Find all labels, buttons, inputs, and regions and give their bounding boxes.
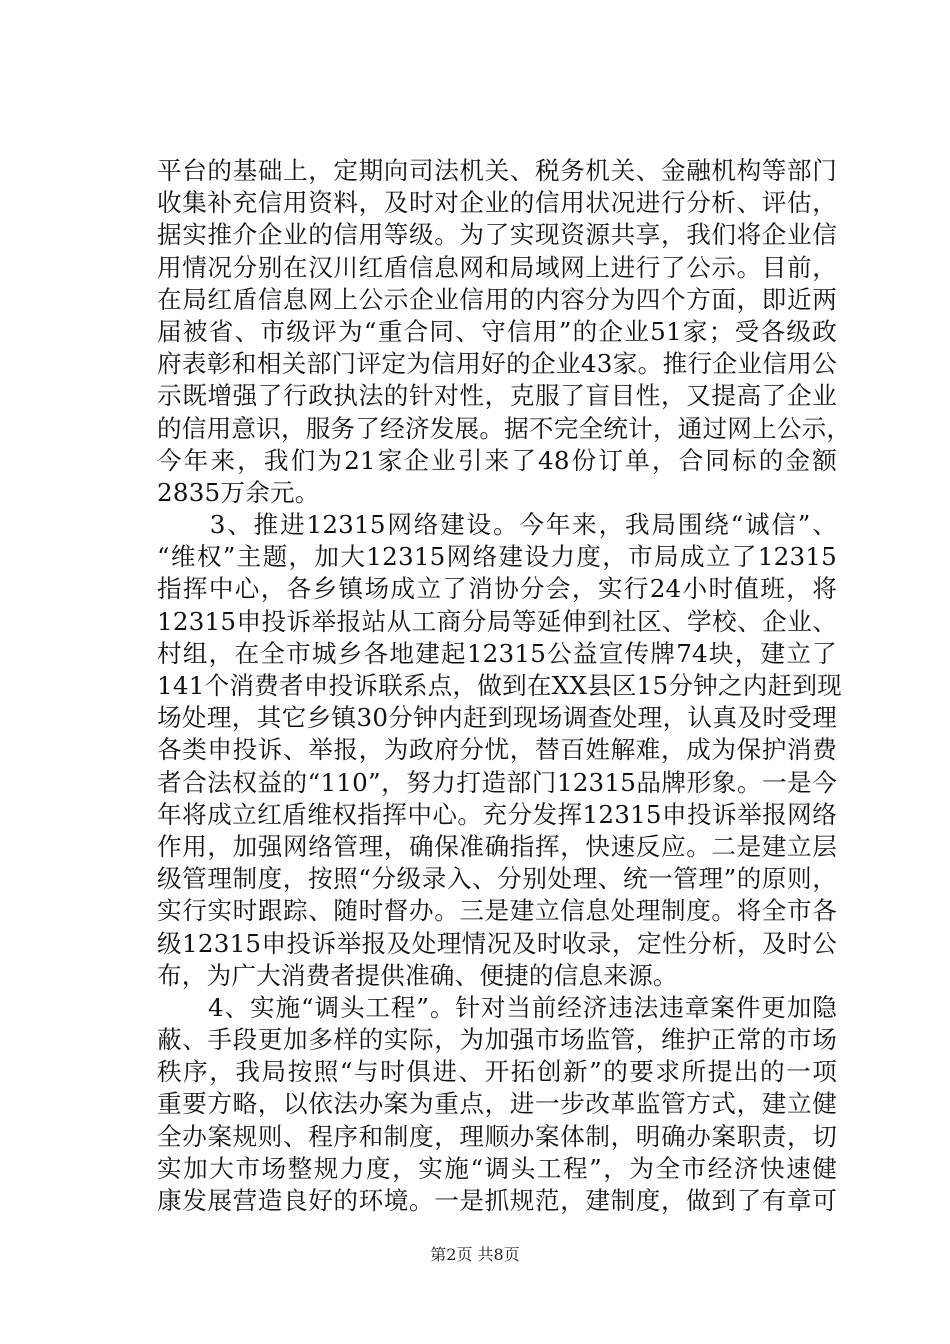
text-line: 4、实施“调头工程”。针对当前经济违法违章案件更加隐 [157, 992, 837, 1022]
text-line: 布，为广大消费者提供准确、便捷的信息来源。 [157, 960, 678, 990]
text-line: 村组，在全市城乡各地建起12315公益宣传牌74块，建立了 [157, 638, 837, 668]
text-line: 全办案规则、程序和制度，理顺办案体制，明确办案职责，切 [157, 1121, 837, 1151]
text-line: 各类申投诉、举报，为政府分忧，替百姓解难，成为保护消费 [157, 735, 837, 765]
text-line: 者合法权益的“110”，努力打造部门12315品牌形象。一是今 [157, 767, 837, 797]
text-line: 年将成立红盾维权指挥中心。充分发挥12315申投诉举报网络 [157, 799, 837, 829]
text-line: 场处理，其它乡镇30分钟内赶到现场调查处理，认真及时受理 [157, 703, 837, 733]
text-line: 指挥中心，各乡镇场成立了消协分会，实行24小时值班，将 [157, 574, 837, 604]
text-line: 12315申投诉举报站从工商分局等延伸到社区、学校、企业、 [157, 606, 837, 636]
text-line: 3、推进12315网络建设。今年来，我局围绕“诚信”、 [157, 510, 837, 540]
text-line: 收集补充信用资料，及时对企业的信用状况进行分析、评估， [157, 188, 837, 218]
text-line: 今年来，我们为21家企业引来了48份订单，合同标的金额 [157, 445, 837, 475]
text-line: 秩序，我局按照“与时俱进、开拓创新”的要求所提出的一项 [157, 1057, 837, 1087]
text-line: 平台的基础上，定期向司法机关、税务机关、金融机构等部门 [157, 156, 837, 185]
text-line: 2835万余元。 [157, 477, 320, 507]
text-line: 实加大市场整规力度，实施“调头工程”，为全市经济快速健 [157, 1153, 837, 1183]
page-footer: 第2页 共8页 [430, 1245, 520, 1264]
text-line: 级管理制度，按照“分级录入、分别处理、统一管理”的原则， [157, 864, 837, 894]
text-line: 重要方略，以依法办案为重点，进一步改革监管方式，建立健 [157, 1089, 837, 1119]
text-line: 用情况分别在汉川红盾信息网和局域网上进行了公示。目前， [157, 252, 837, 282]
text-line: “维权”主题，加大12315网络建设力度，市局成立了12315 [157, 542, 837, 572]
text-line: 康发展营造良好的环境。一是抓规范，建制度，做到了有章可 [157, 1186, 837, 1215]
text-line: 示既增强了行政执法的针对性，克服了盲目性，又提高了企业 [157, 381, 837, 411]
text-line: 据实推介企业的信用等级。为了实现资源共享，我们将企业信 [157, 220, 837, 250]
text-line: 141个消费者申投诉联系点，做到在XX县区15分钟之内赶到现 [157, 671, 842, 700]
text-line: 级12315申投诉举报及处理情况及时收录，定性分析，及时公 [157, 928, 837, 958]
text-line: 作用，加强网络管理，确保准确指挥，快速反应。二是建立层 [157, 831, 837, 861]
text-line: 届被省、市级评为“重合同、守信用”的企业51家；受各级政 [157, 316, 837, 346]
text-line: 的信用意识，服务了经济发展。据不完全统计，通过网上公示， [157, 413, 852, 443]
text-line: 在局红盾信息网上公示企业信用的内容分为四个方面，即近两 [157, 284, 837, 314]
document-body [157, 155, 852, 1217]
text-line: 府表彰和相关部门评定为信用好的企业43家。推行企业信用公 [157, 349, 837, 379]
text-line: 蔽、手段更加多样的实际，为加强市场监管，维护正常的市场 [157, 1025, 837, 1055]
text-line: 实行实时跟踪、随时督办。三是建立信息处理制度。将全市各 [157, 896, 837, 926]
